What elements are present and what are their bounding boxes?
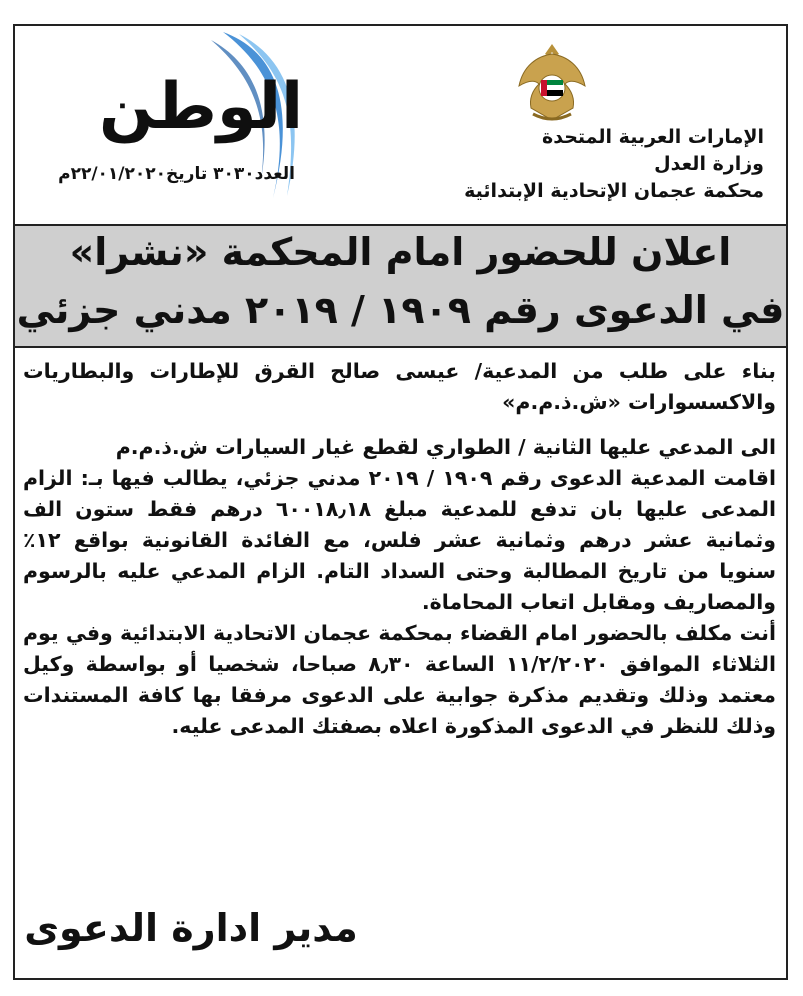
case-number-title: في الدعوى رقم ١٩٠٩ / ٢٠١٩ مدني جزئي	[16, 288, 785, 332]
header	[15, 26, 786, 224]
signature: مدير ادارة الدعوى	[24, 906, 358, 950]
ministry-block	[464, 124, 764, 205]
notice-frame	[13, 24, 788, 980]
plaintiff-paragraph: بناء على طلب من المدعية/ عيسى صالح القرق للإطارات والبطاريات والاكسسوارات «ش.ذ.م.م»	[23, 359, 776, 414]
court-name: محكمة عجمان الإتحادية الإبتدائية	[464, 180, 764, 202]
uae-coat-of-arms-icon	[515, 40, 589, 126]
newspaper-name: الوطن	[99, 70, 303, 144]
notice-title: اعلان للحضور امام المحكمة «نشرا»	[69, 230, 732, 274]
issue-line: العدد٣٠٣٠ تاريخ٢٢/٠١/٢٠٢٠م	[58, 164, 295, 184]
notice-body	[23, 356, 776, 742]
ministry-name: وزارة العدل	[654, 153, 764, 175]
title-band	[15, 224, 786, 348]
claim-paragraph: اقامت المدعية الدعوى رقم ١٩٠٩ / ٢٠١٩ مدني جزئي، يطالب فيها بـ: الزام المدعى عليها بان تدفع للمدعية مبلغ ٦٠٠١٨٫١٨ درهم فقط ستون الف وثمانية عشر درهم وثمانية عشر فلس، مع الفائدة القانونية بواقع ١٢٪ سنويا من تاريخ المطالبة وحتى السداد التام. الزام المدعي عليه بالرسوم والمصاريف ومقابل اتعاب المحاماة.	[23, 466, 776, 614]
defendant-paragraph: الى المدعي عليها الثانية / الطواري لقطع غيار السيارات ش.ذ.م.م	[115, 435, 776, 459]
country-name: الإمارات العربية المتحدة	[542, 126, 764, 148]
summons-paragraph: أنت مكلف بالحضور امام القضاء بمحكمة عجمان الاتحادية الابتدائية وفي يوم الثلاثاء الموافق ١١/٢/٢٠٢٠ الساعة ٨٫٣٠ صباحا، شخصيا أو بواسطة وكيل معتمد وذلك وتقديم مذكرة جوابية على الدعوى مرفقا بها كافة المستندات وذلك للنظر في الدعوى المذكورة اعلاه بصفتك المدعى عليه.	[23, 621, 776, 738]
